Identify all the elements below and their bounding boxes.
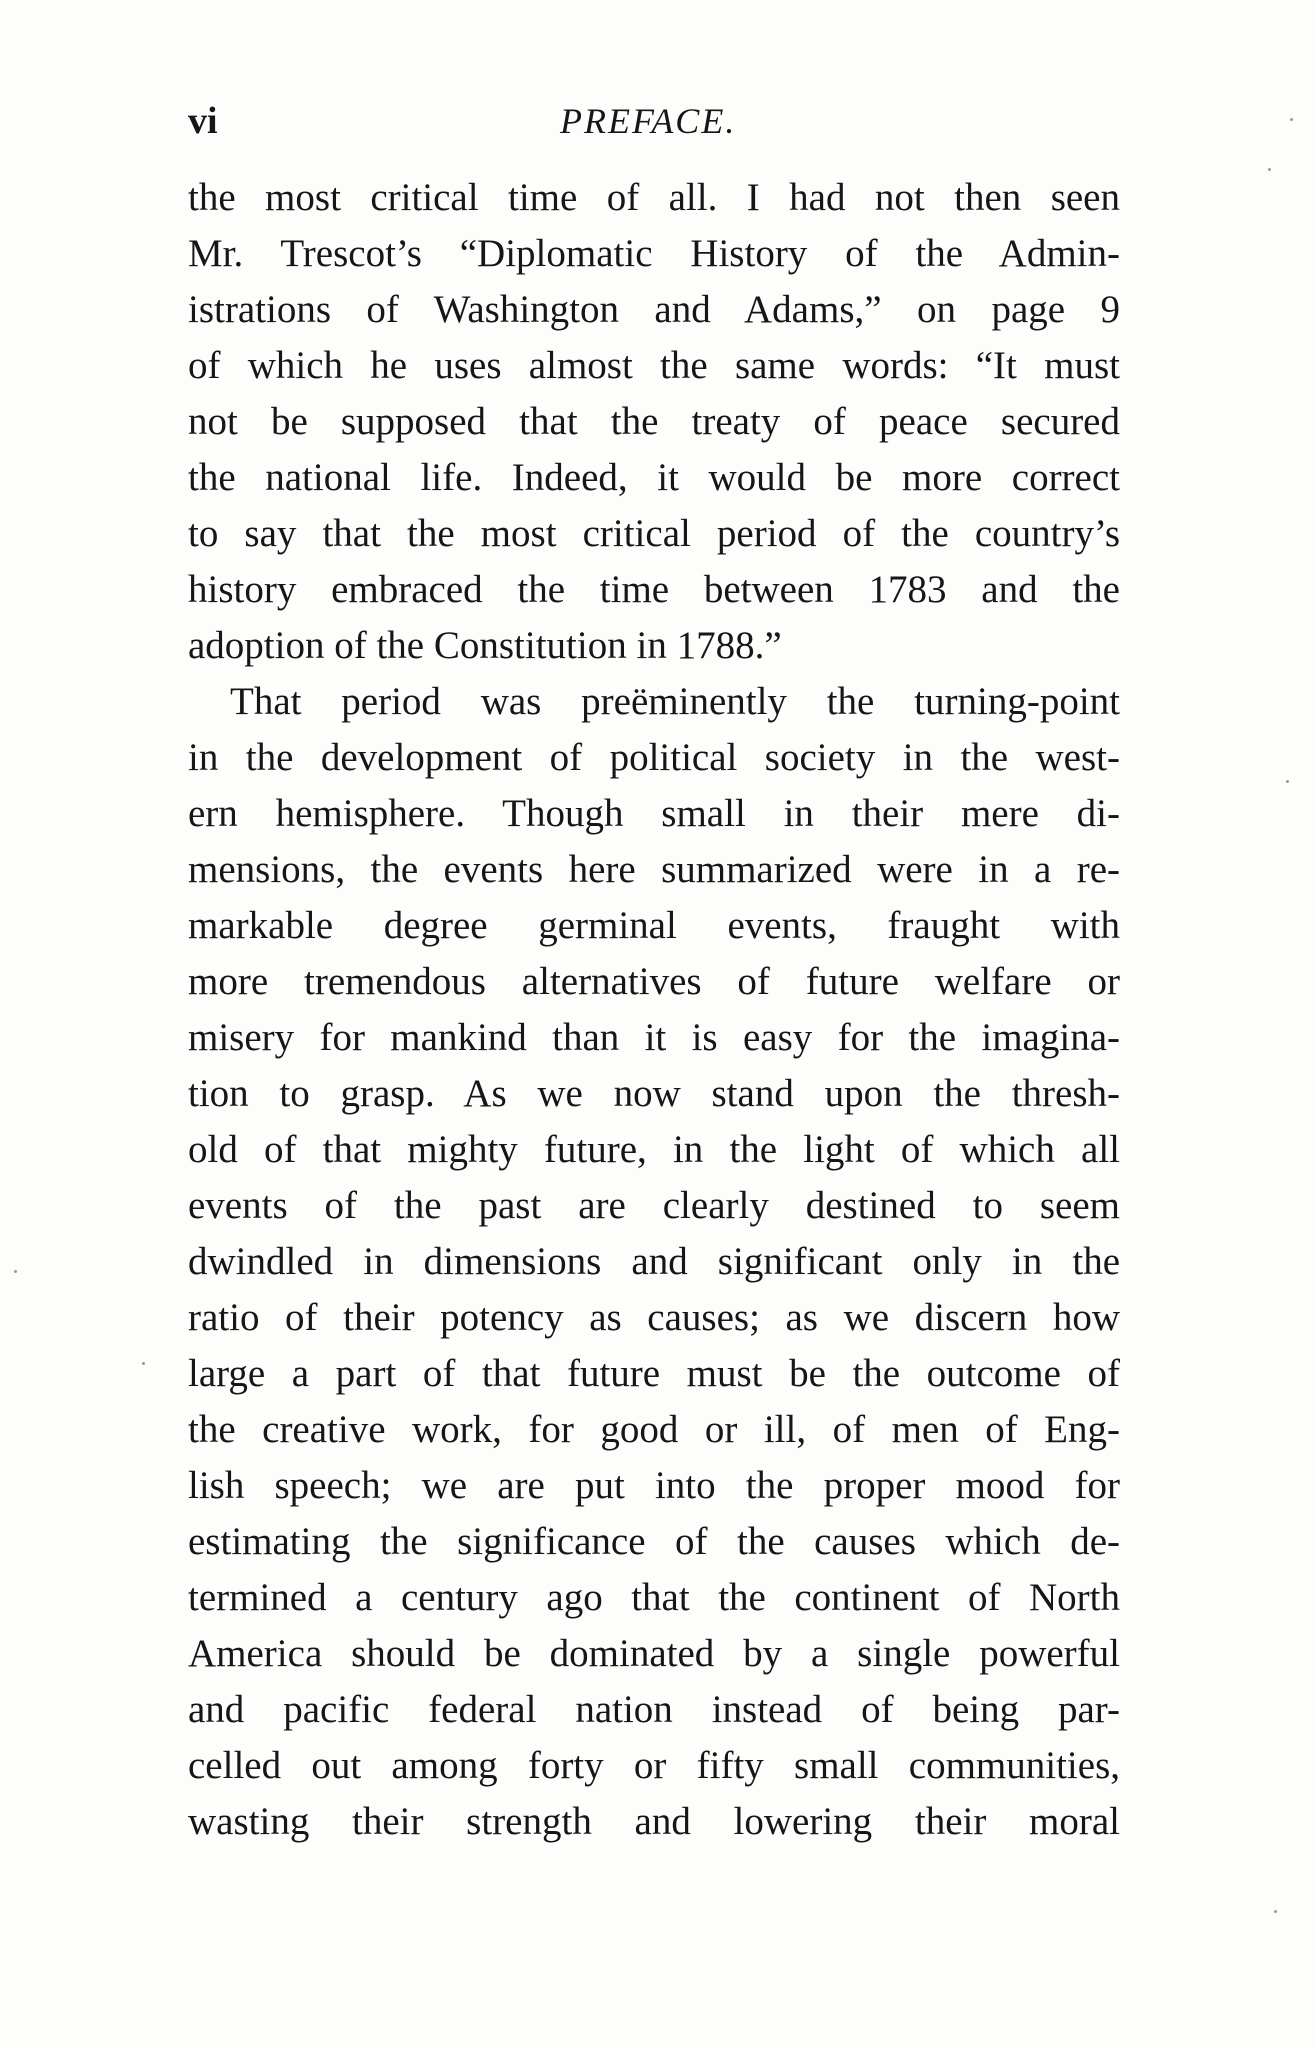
text-line: more tremendous alternatives of future welfare or bbox=[188, 960, 1120, 1003]
text-line: the most critical time of all. I had not then seen bbox=[188, 176, 1120, 219]
text-line: not be supposed that the treaty of peace secured bbox=[188, 400, 1120, 443]
text-line: celled out among forty or fifty small communities, bbox=[188, 1744, 1120, 1787]
running-head bbox=[188, 96, 1118, 146]
text-line: Mr. Trescot’s “Diplomatic History of the Admin- bbox=[188, 232, 1120, 275]
text-line: dwindled in dimensions and significant only in the bbox=[188, 1240, 1120, 1283]
text-line: ern hemisphere. Though small in their mere di- bbox=[188, 792, 1120, 835]
text-line: markable degree germinal events, fraught with bbox=[188, 904, 1120, 947]
scan-speck bbox=[1274, 1910, 1277, 1913]
text-line: lish speech; we are put into the proper mood for bbox=[188, 1464, 1120, 1507]
paragraph-first-line: That period was preëminently the turning-point bbox=[230, 680, 1120, 723]
text-line: in the development of political society in the west- bbox=[188, 736, 1120, 779]
text-line: estimating the significance of the causes which de- bbox=[188, 1520, 1120, 1563]
text-line: events of the past are clearly destined to seem bbox=[188, 1184, 1120, 1227]
scan-speck bbox=[1286, 780, 1289, 783]
text-line: history embraced the time between 1783 and the bbox=[188, 568, 1120, 611]
running-title: PREFACE. bbox=[560, 101, 737, 141]
text-line: istrations of Washington and Adams,” on page 9 bbox=[188, 288, 1120, 331]
text-line: the national life. Indeed, it would be more correct bbox=[188, 456, 1120, 499]
scan-speck bbox=[1290, 118, 1293, 121]
text-line: ratio of their potency as causes; as we discern how bbox=[188, 1296, 1120, 1339]
paragraph-last-line: adoption of the Constitution in 1788.” bbox=[188, 624, 782, 667]
text-line: mensions, the events here summarized were in a re- bbox=[188, 848, 1120, 891]
text-line: of which he uses almost the same words: “It must bbox=[188, 344, 1120, 387]
scan-speck bbox=[1268, 168, 1271, 171]
scan-speck bbox=[142, 1362, 145, 1365]
text-line: and pacific federal nation instead of being par- bbox=[188, 1688, 1120, 1731]
text-line: misery for mankind than it is easy for the imagina- bbox=[188, 1016, 1120, 1059]
text-line: termined a century ago that the continent of North bbox=[188, 1576, 1120, 1619]
body-text bbox=[188, 170, 1120, 1850]
text-line: old of that mighty future, in the light of which all bbox=[188, 1128, 1120, 1171]
text-line: the creative work, for good or ill, of men of Eng- bbox=[188, 1408, 1120, 1451]
page-number: vi bbox=[188, 100, 218, 142]
text-line: large a part of that future must be the outcome of bbox=[188, 1352, 1120, 1395]
text-line: America should be dominated by a single powerful bbox=[188, 1632, 1120, 1675]
text-line: wasting their strength and lowering their moral bbox=[188, 1800, 1120, 1843]
text-line: to say that the most critical period of the country’s bbox=[188, 512, 1120, 555]
scan-speck bbox=[14, 1270, 17, 1273]
text-line: tion to grasp. As we now stand upon the thresh- bbox=[188, 1072, 1120, 1115]
